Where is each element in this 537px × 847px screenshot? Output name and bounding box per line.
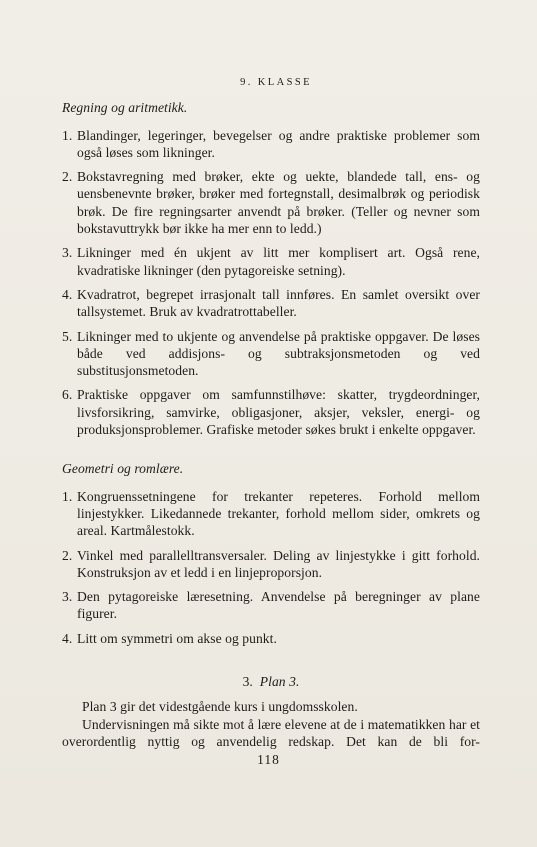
- list-item: [62, 630, 480, 647]
- item-text: Den pytagoreiske læresetning. Anvendelse på beregninger av plane figurer.: [77, 589, 480, 622]
- item-text: Praktiske oppgaver om samfunnstilhøve: skatter, trygdeordninger, livsforsikring, samvirke, obligasjoner, aksjer, veksler, energi- og produksjonsproblemer. Grafiske metoder søkes brukt i enkelte oppgaver.: [77, 387, 480, 438]
- body-paragraph: Plan 3 gir det videstgående kurs i ungdomsskolen.: [82, 699, 358, 715]
- item-number: 3.: [62, 245, 73, 261]
- item-number: 1.: [62, 488, 73, 504]
- page-content: [62, 74, 480, 750]
- plan-title: Plan 3.: [259, 674, 300, 690]
- arithmetic-list: [62, 127, 480, 439]
- item-text: Vinkel med parallelltransversaler. Deling av linjestykke i gitt forhold. Konstruksjon av et ledd i en linjeproporsjon.: [77, 547, 480, 580]
- list-item: [62, 286, 480, 321]
- item-number: 1.: [62, 127, 73, 143]
- item-text: Kongruenssetningene for trekanter repeteres. Forhold mellom linjestykker. Likedannede trekanter, forhold mellom sider, omkrets og areal. Kartmålestokk.: [77, 488, 480, 539]
- item-text: Likninger med én ukjent av litt mer komplisert art. Også rene, kvadratiske likninger (den pytagoreiske setning).: [77, 245, 480, 278]
- item-number: 6.: [62, 387, 73, 403]
- list-item: [62, 588, 480, 623]
- item-number: 4.: [62, 286, 73, 302]
- section-title-geometry: Geometri og romlære.: [62, 461, 184, 477]
- running-head: 9. KLASSE: [240, 77, 312, 88]
- item-number: 3.: [62, 589, 73, 605]
- list-item: [62, 244, 480, 279]
- plan-heading: [62, 673, 480, 690]
- item-text: Blandinger, legeringer, bevegelser og andre praktiske problemer som også løses som likninger.: [77, 127, 480, 160]
- item-number: 2.: [62, 547, 73, 563]
- item-number: 2.: [62, 169, 73, 185]
- body-paragraph: Undervisningen må sikte mot å lære elevene at de i matematikken har et overordentlig nyttig og anvendelig redskap. Det kan de bli for-: [62, 716, 480, 749]
- item-text: Likninger med to ukjente og anvendelse på praktiske oppgaver. De løses både ved addisjons- og subtraksjonsmetoden og ved substitusjonsmetoden.: [77, 328, 480, 379]
- list-item: [62, 488, 480, 540]
- item-text: Kvadratrot, begrepet irrasjonalt tall innføres. En samlet oversikt over tallsystemet. Bruk av kvadratrottabeller.: [77, 286, 480, 320]
- item-text: Litt om symmetri om akse og punkt.: [77, 630, 277, 646]
- list-item: [62, 328, 480, 380]
- plan-number: 3.: [242, 674, 253, 690]
- list-item: [62, 386, 480, 438]
- list-item: [62, 127, 480, 162]
- page-number: 118: [257, 752, 280, 767]
- item-number: 4.: [62, 630, 73, 646]
- item-text: Bokstavregning med brøker, ekte og uekte, blandede tall, ens- og uensbenevnte brøker, brøker med fortegnstall, desimalbrøk og periodisk brøk. De fire regningsarter anvendt på brøker. (Teller og nevner som bokstavuttrykk bør ikke ha mer enn to ledd.): [77, 169, 480, 237]
- section-title-arithmetic: Regning og aritmetikk.: [62, 100, 188, 116]
- list-item: [62, 547, 480, 582]
- list-item: [62, 168, 480, 237]
- item-number: 5.: [62, 328, 73, 344]
- geometry-list: [62, 488, 480, 647]
